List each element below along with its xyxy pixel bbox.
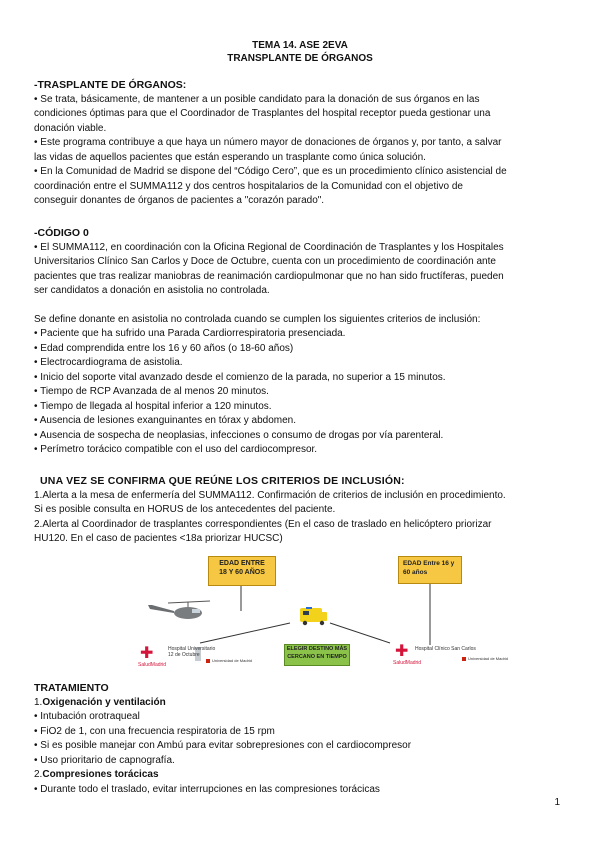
section-heading: -CÓDIGO 0 bbox=[34, 227, 89, 239]
criteria-item: • Edad comprendida entre los 16 y 60 años (o 18-60 años) bbox=[34, 342, 294, 354]
hospital-name-line: 12 de Octubre bbox=[168, 652, 200, 658]
paragraph-line: • En la Comunidad de Madrid se dispone del “Código Cero”, que es un procedimiento clínico asistencial de bbox=[34, 166, 507, 177]
doc-title-line2: TRANSPLANTE DE ÓRGANOS bbox=[227, 53, 373, 64]
hospital-name-line: Hospital Universitario bbox=[168, 646, 216, 652]
salud-madrid-logo-left: ✚ bbox=[140, 645, 154, 662]
subsection-title bbox=[34, 768, 570, 783]
criteria-item: • Ausencia de sospecha de neoplasias, infecciones o consumo de drogas por vía parenteral. bbox=[34, 429, 444, 441]
section-codigo-cero bbox=[34, 226, 570, 458]
university-logo-icon bbox=[206, 659, 210, 663]
section-confirmacion bbox=[34, 474, 570, 547]
criteria-item: • Electrocardiograma de asistolia. bbox=[34, 357, 183, 368]
paragraph-line: 2.Alerta al Coordinador de trasplantes correspondientes (En el caso de traslado en helicóptero priorizar bbox=[34, 518, 492, 530]
transfer-diagram bbox=[140, 553, 560, 671]
section-heading: -TRASPLANTE DE ÓRGANOS: bbox=[34, 79, 187, 91]
criteria-item: • Perímetro torácico compatible con el uso del cardiocompresor. bbox=[34, 444, 318, 455]
subsection-label: Oxigenación y ventilación bbox=[42, 696, 166, 708]
paragraph-line: conseguir donantes de órganos de pacientes a "corazón parado". bbox=[34, 195, 325, 206]
paragraph-line: Universitarios Clínico San Carlos y Doce de Octubre, cuenta con un procedimiento de coordinación ante bbox=[34, 256, 496, 267]
paragraph-line: • Este programa contribuye a que haya un número mayor de donaciones de órganos y, por tanto, a salvar bbox=[34, 137, 502, 148]
section-tratamiento bbox=[34, 681, 570, 797]
connector-line bbox=[200, 623, 290, 643]
connector-line bbox=[330, 623, 390, 643]
paragraph-line: pacientes que tras realizar maniobras de reanimación cardiopulmonar que no han sido fructíferas, pueden bbox=[34, 270, 504, 282]
university-logo-icon bbox=[462, 657, 466, 661]
university-label: Universidad de Madrid bbox=[468, 656, 509, 661]
paragraph-line: HU120. En el caso de pacientes <18a priorizar HUCSC) bbox=[34, 533, 283, 544]
treatment-item: • Durante todo el traslado, evitar interrupciones en las compresiones torácicas bbox=[34, 783, 380, 795]
hospital-left-name bbox=[168, 646, 215, 658]
criteria-item: • Tiempo de RCP Avanzada de al menos 20 minutos. bbox=[34, 386, 269, 397]
subsection-number: 1. bbox=[34, 696, 43, 708]
paragraph-line: • Se trata, básicamente, de mantener a un posible candidato para la donación de sus órganos en las bbox=[34, 93, 480, 105]
ambulance-icon bbox=[300, 607, 327, 625]
treatment-item: • Si es posible manejar con Ambú para evitar sobrepresiones con el cardiocompresor bbox=[34, 740, 412, 751]
subsection-label: Compresiones torácicas bbox=[42, 769, 159, 780]
age-box-right bbox=[398, 556, 462, 584]
destination-box bbox=[284, 644, 350, 666]
box-text: EDAD ENTRE bbox=[219, 560, 265, 567]
treatment-item: • Uso prioritario de capnografía. bbox=[34, 754, 175, 766]
paragraph-line: Si es posible consulta en HORUS de los antecedentes del paciente. bbox=[34, 504, 336, 515]
section-heading: UNA VEZ SE CONFIRMA QUE REÚNE LOS CRITERIOS DE INCLUSIÓN: bbox=[40, 475, 405, 487]
logo-label: SaludMadrid bbox=[138, 662, 167, 668]
criteria-item: • Inicio del soporte vital avanzado desde el comienzo de la parada, no superior a 15 minutos. bbox=[34, 371, 446, 383]
criteria-item: • Ausencia de lesiones exanguinantes en tórax y abdomen. bbox=[34, 415, 297, 426]
criteria-item: • Paciente que ha sufrido una Parada Cardiorrespiratoria presenciada. bbox=[34, 328, 346, 339]
criteria-intro: Se define donante en asistolia no controlada cuando se cumplen los siguientes criterios de inclusión: bbox=[34, 313, 481, 325]
box-text: ELEGIR DESTINO MÁS bbox=[286, 646, 348, 652]
box-text: CERCANO EN TIEMPO bbox=[287, 653, 347, 660]
logo-label: SaludMadrid bbox=[393, 660, 422, 666]
paragraph-line: • El SUMMA112, en coordinación con la Oficina Regional de Coordinación de Trasplantes y los Hospitales bbox=[34, 241, 504, 253]
paragraph-line: 1.Alerta a la mesa de enfermería del SUMMA112. Confirmación de criterios de inclusión en procedimiento. bbox=[34, 489, 506, 501]
age-box-left bbox=[208, 556, 276, 586]
box-text: 60 años bbox=[403, 569, 428, 576]
paragraph-line: condiciones óptimas para que el Coordinador de Trasplantes del hospital receptor pueda gestionar una bbox=[34, 108, 491, 119]
paragraph-line: las vidas de aquellos pacientes que están esperando un trasplante como única solución. bbox=[34, 151, 426, 163]
box-text: 18 Y 60 AÑOS bbox=[219, 569, 265, 576]
section-heading: TRATAMIENTO bbox=[34, 682, 109, 694]
paragraph-line: coordinación entre el SUMMA112 y dos centros hospitalarios de la Comunidad con el objetivo de bbox=[34, 180, 463, 192]
paragraph-line: ser candidatos a donación en asistolia no controlada. bbox=[34, 285, 270, 296]
subsection-number: 2. bbox=[34, 769, 43, 780]
paragraph-line: donación viable. bbox=[34, 122, 107, 134]
university-label: Universidad de Madrid bbox=[212, 658, 253, 663]
subsection-title bbox=[34, 696, 570, 711]
salud-madrid-logo-right: ✚ bbox=[395, 643, 409, 660]
treatment-item: • Intubación orotraqueal bbox=[34, 711, 140, 722]
section-trasplante bbox=[34, 78, 570, 209]
treatment-item: • FiO2 de 1, con una frecuencia respiratoria de 15 rpm bbox=[34, 725, 275, 737]
doc-title-line1: TEMA 14. ASE 2EVA bbox=[252, 40, 348, 51]
helicopter-icon bbox=[148, 601, 210, 619]
criteria-item: • Tiempo de llegada al hospital inferior a 120 minutos. bbox=[34, 400, 272, 412]
hospital-right-name: Hospital Clínico San Carlos bbox=[415, 646, 476, 652]
page-number: 1 bbox=[554, 797, 560, 808]
box-text: EDAD Entre 16 y bbox=[403, 560, 455, 567]
